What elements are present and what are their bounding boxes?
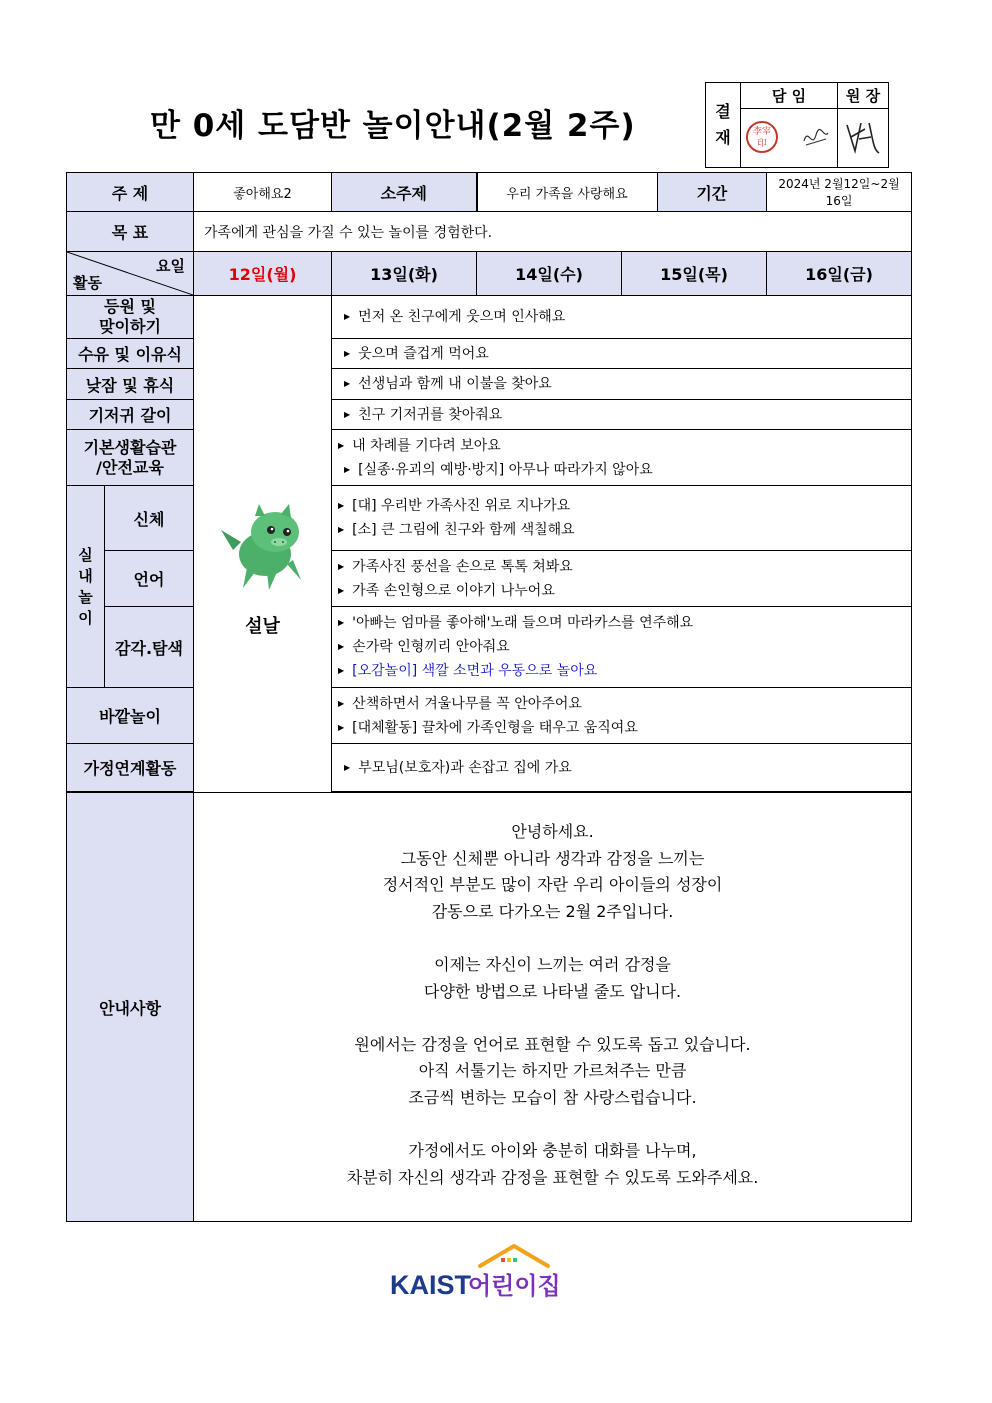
- kaist-kindergarten-logo: [388, 1242, 578, 1304]
- goal-value: 가족에게 관심을 가질 수 있는 놀이를 경험한다.: [194, 212, 912, 252]
- theme-value: 좋아해요2: [194, 173, 332, 212]
- list-item: [실종·유괴의 예방·방지] 아무나 따라가지 않아요: [358, 461, 653, 478]
- day-mon: 12일(월): [194, 252, 332, 296]
- list-item: 손가락 인형끼리 안아줘요: [352, 639, 510, 655]
- diaper-label: 기저귀 갈이: [67, 400, 194, 430]
- director-label: 원 장: [838, 83, 889, 109]
- subtheme-label: 소주제: [332, 173, 477, 212]
- day-thu: 15일(목): [622, 252, 767, 296]
- outdoor-label: 바깥놀이: [67, 688, 194, 744]
- diaper-content: ▶ 친구 기저귀를 찾아줘요: [332, 400, 912, 430]
- list-item: 가족 손인형으로 이야기 나누어요: [352, 582, 555, 599]
- list-item: 친구 기저귀를 찾아줘요: [358, 406, 503, 423]
- list-item: 먼저 온 친구에게 웃으며 인사해요: [358, 309, 566, 325]
- habits-label: 기본생활습관 /안전교육: [67, 430, 194, 486]
- subtheme-value: 우리 가족을 사랑해요: [478, 173, 658, 211]
- notice-line: [200, 1005, 905, 1032]
- green-dragon-icon: [215, 502, 311, 592]
- home-label: 가정연계활동: [67, 744, 194, 792]
- teacher-label: 담 임: [741, 83, 838, 109]
- notice-line: [200, 1112, 905, 1139]
- list-item: 산책하면서 겨울나무를 꼭 안아주어요: [352, 695, 582, 712]
- habits-content: ▶ 내 차례를 기다려 보아요 ▶ [실종·유괴의 예방·방지] 아무나 따라가지 않아요: [332, 430, 912, 486]
- feeding-label: 수유 및 이유식: [67, 339, 194, 369]
- svg-text:李宰: 李宰: [752, 127, 772, 137]
- day-wed: 14일(수): [477, 252, 622, 296]
- notice-line: 조금씩 변하는 모습이 참 사랑스럽습니다.: [408, 1087, 697, 1107]
- holiday-label: 설날: [245, 616, 280, 637]
- nap-content: ▶ 선생님과 함께 내 이불을 찾아요: [332, 369, 912, 400]
- approval-side-label: 결 재: [706, 83, 741, 168]
- play-plan-table: [66, 172, 912, 1222]
- list-item: 부모님(보호자)과 손잡고 집에 가요: [358, 759, 572, 776]
- period-value: 2024년 2월12일~2월16일: [767, 173, 912, 212]
- indoor-play-label: 실 내 놀 이: [67, 486, 105, 688]
- notice-line: 아직 서툴기는 하지만 가르쳐주는 만큼: [418, 1061, 687, 1081]
- sensory-content: ▶ '아빠는 엄마를 좋아해'노래 들으며 마라카스를 연주해요 ▶ 손가락 인형끼리 안아줘요 ▶ [오감놀이] 색깔 소면과 우동으로 놀아요: [332, 607, 912, 688]
- approval-box: [705, 82, 889, 168]
- svg-text:印: 印: [757, 139, 767, 149]
- list-item: [대] 우리반 가족사진 위로 지나가요: [352, 498, 571, 514]
- language-content: ▶ 가족사진 풍선을 손으로 톡톡 쳐봐요 ▶ 가족 손인형으로 이야기 나누어요: [332, 551, 912, 607]
- feeding-content: ▶ 웃으며 즐겁게 먹어요: [332, 339, 912, 369]
- list-item: 내 차례를 기다려 보아요: [352, 437, 501, 454]
- list-item: 선생님과 함께 내 이불을 찾아요: [358, 376, 552, 392]
- sensory-label: 감각.탐색: [105, 607, 194, 688]
- arrival-content: ▶ 먼저 온 친구에게 웃으며 인사해요: [332, 296, 912, 339]
- arrival-label: 등원 및 맞이하기: [67, 296, 194, 339]
- list-item: [대체활동] 끌차에 가족인형을 태우고 움직여요: [352, 719, 638, 736]
- outdoor-content: ▶ 산책하면서 겨울나무를 꼭 안아주어요 ▶ [대체활동] 끌차에 가족인형을 태우고 움직여요: [332, 688, 912, 744]
- day-activity-header: 요일 활동: [67, 252, 194, 296]
- svg-text:어린이집: 어린이집: [468, 1272, 561, 1300]
- list-item: [오감놀이] 색깔 소면과 우동으로 놀아요: [352, 663, 598, 679]
- director-signature: [838, 109, 889, 168]
- teacher-signature: [741, 109, 838, 168]
- day-tue: 13일(화): [332, 252, 477, 296]
- notice-line: 그동안 신체뿐 아니라 생각과 감정을 느끼는: [400, 848, 705, 868]
- notice-line: 차분히 자신의 생각과 감정을 표현할 수 있도록 도와주세요.: [346, 1167, 759, 1187]
- nap-label: 낮잠 및 휴식: [67, 369, 194, 400]
- notice-label: 안내사항: [67, 793, 194, 1222]
- notice-line: 이제는 자신이 느끼는 여러 감정을: [434, 954, 671, 974]
- svg-text:KAIST: KAIST: [390, 1270, 471, 1300]
- physical-content: ▶ [대] 우리반 가족사진 위로 지나가요 ▶ [소] 큰 그림에 친구와 함께 색칠해요: [332, 486, 912, 551]
- subtheme-period: [477, 173, 767, 212]
- theme-label: 주 제: [67, 173, 194, 212]
- day-fri: 16일(금): [767, 252, 912, 296]
- notice-line: 다양한 방법으로 나타낼 줄도 압니다.: [423, 981, 682, 1001]
- notice-line: [200, 925, 905, 952]
- list-item: 가족사진 풍선을 손으로 톡톡 쳐봐요: [352, 558, 573, 575]
- list-item: [소] 큰 그림에 친구와 함께 색칠해요: [352, 522, 575, 538]
- language-label: 언어: [105, 551, 194, 607]
- home-content: ▶ 부모님(보호자)과 손잡고 집에 가요: [332, 744, 912, 792]
- list-item: '아빠는 엄마를 좋아해'노래 들으며 마라카스를 연주해요: [352, 615, 694, 631]
- notice-line: 안녕하세요.: [511, 822, 594, 841]
- notice-content: [194, 793, 912, 1222]
- notice-line: 정서적인 부분도 많이 자란 우리 아이들의 성장이: [382, 875, 723, 895]
- holiday-cell: [194, 296, 332, 793]
- notice-line: 원에서는 감정을 언어로 표현할 수 있도록 돕고 있습니다.: [354, 1034, 751, 1054]
- list-item: 웃으며 즐겁게 먹어요: [358, 345, 489, 362]
- page-title: 만 0세 도담반 놀이안내(2월 2주): [150, 108, 636, 144]
- period-label: 기간: [658, 173, 767, 211]
- goal-label: 목 표: [67, 212, 194, 252]
- notice-line: 감동으로 다가오는 2월 2주입니다.: [431, 901, 674, 921]
- notice-line: 가정에서도 아이와 충분히 대화를 나누며,: [408, 1141, 697, 1161]
- physical-label: 신체: [105, 486, 194, 551]
